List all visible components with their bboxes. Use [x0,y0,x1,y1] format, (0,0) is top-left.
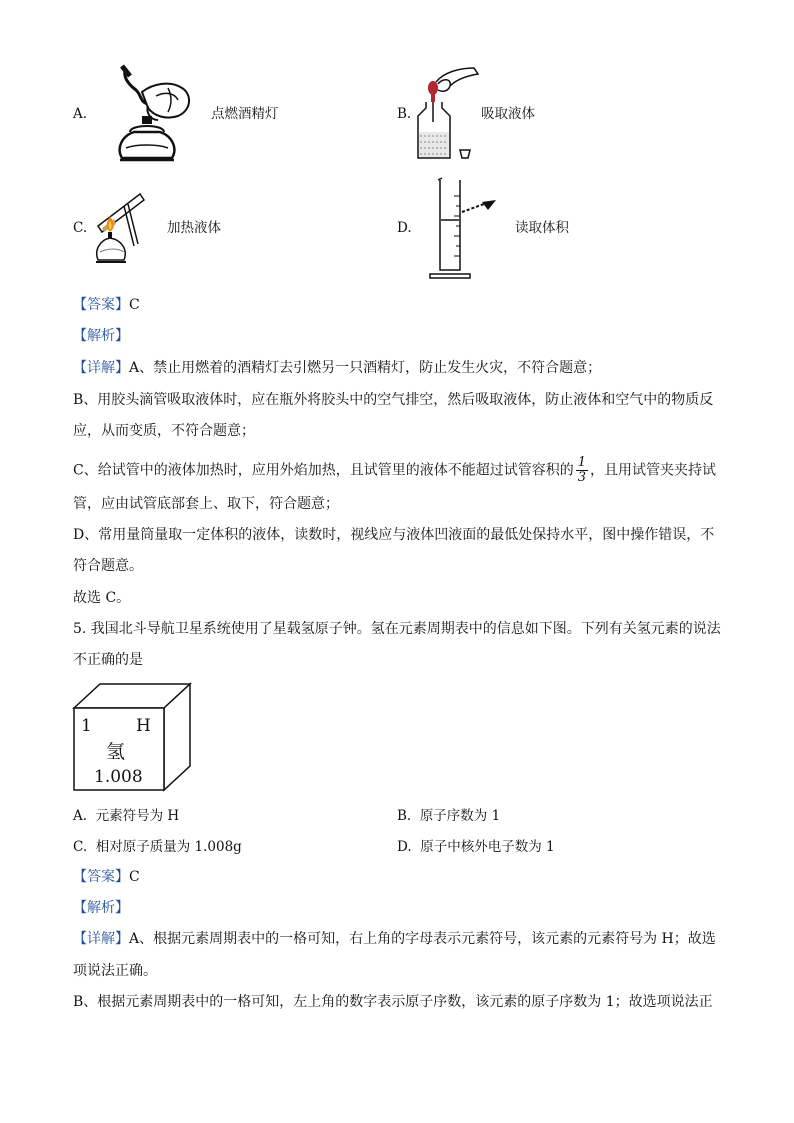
q4-detail-d2: 符合题意。 [73,558,143,574]
q5-detail-a1: 【详解】A、根据元素周期表中的一格可知，右上角的字母表示元素符号，该元素的元素符号为 H；故选 [73,931,716,947]
q5-analysis-tag: 【解析】 [73,900,129,916]
q4-choose: 故选 C。 [73,590,131,606]
option-b-caption: 吸取液体 [481,106,535,122]
q5-option-b: B. 原子序数为 1 [397,808,501,824]
option-a-caption: 点燃酒精灯 [211,106,279,122]
option-d-letter: D. [397,220,412,236]
q4-analysis-tag: 【解析】 [73,328,129,344]
element-name: 氢 [106,741,126,763]
atomic-number: 1 [81,716,92,736]
option-b-letter: B. [397,106,412,122]
option-a-letter: A. [73,106,88,122]
q5-stem-line1: 5. 我国北斗导航卫星系统使用了星载氢原子钟。氢在元素周期表中的信息如下图。下列有关氢元素的说法 [73,621,721,637]
q4-detail-c1: C、给试管中的液体加热时，应用外焰加热，且试管里的液体不能超过试管容积的 $\frac{1}{3}$ ，且用试管夹夹持试 [73,455,716,485]
q4-detail-a: 【详解】A、禁止用燃着的酒精灯去引燃另一只酒精灯，防止发生火灾，不符合题意； [73,360,602,376]
q5-answer: 【答案】C [73,869,140,885]
q4-detail-b2: 应，从而变质，不符合题意； [73,423,255,439]
q4-answer [73,295,140,315]
option-c-caption: 加热液体 [167,220,221,236]
q4-detail-d1: D、常用量筒量取一定体积的液体，读数时，视线应与液体凹液面的最低处保持水平，图中操作错误，不 [73,527,715,543]
answer-tag: 【答案】 [73,297,129,313]
q4-detail-b1: B、用胶头滴管吸取液体时，应在瓶外将胶头中的空气排空，然后吸取液体，防止液体和空气中的物质反 [73,392,714,408]
q5-stem-line2: 不正确的是 [73,652,143,668]
fraction: $\frac{1}{3}$ [577,455,586,485]
answer-value: C [129,297,140,313]
element-symbol: H [136,716,151,736]
lighting-alcohol-lamp-illustration [112,62,204,166]
reading-volume-illustration [428,176,504,280]
q5-option-d: D. 原子中核外电子数为 1 [397,839,555,855]
option-c-letter: C. [73,220,88,236]
q4-detail-c2: 管，应由试管底部套上、取下，符合题意； [73,496,339,512]
q5-detail-a2: 项说法正确。 [73,963,157,979]
heating-liquid-illustration [94,188,164,268]
q5-option-c: C. 相对原子质量为 1.008g [73,839,242,855]
option-d-caption: 读取体积 [515,220,569,236]
q5-option-a: A. 元素符号为 H [73,808,180,824]
dropper-drawing-liquid-illustration [412,64,482,164]
q5-detail-b1: B、根据元素周期表中的一格可知，左上角的数字表示原子序数，该元素的原子序数为 1；故选项说法正 [73,994,713,1010]
atomic-mass: 1.008 [94,767,143,787]
